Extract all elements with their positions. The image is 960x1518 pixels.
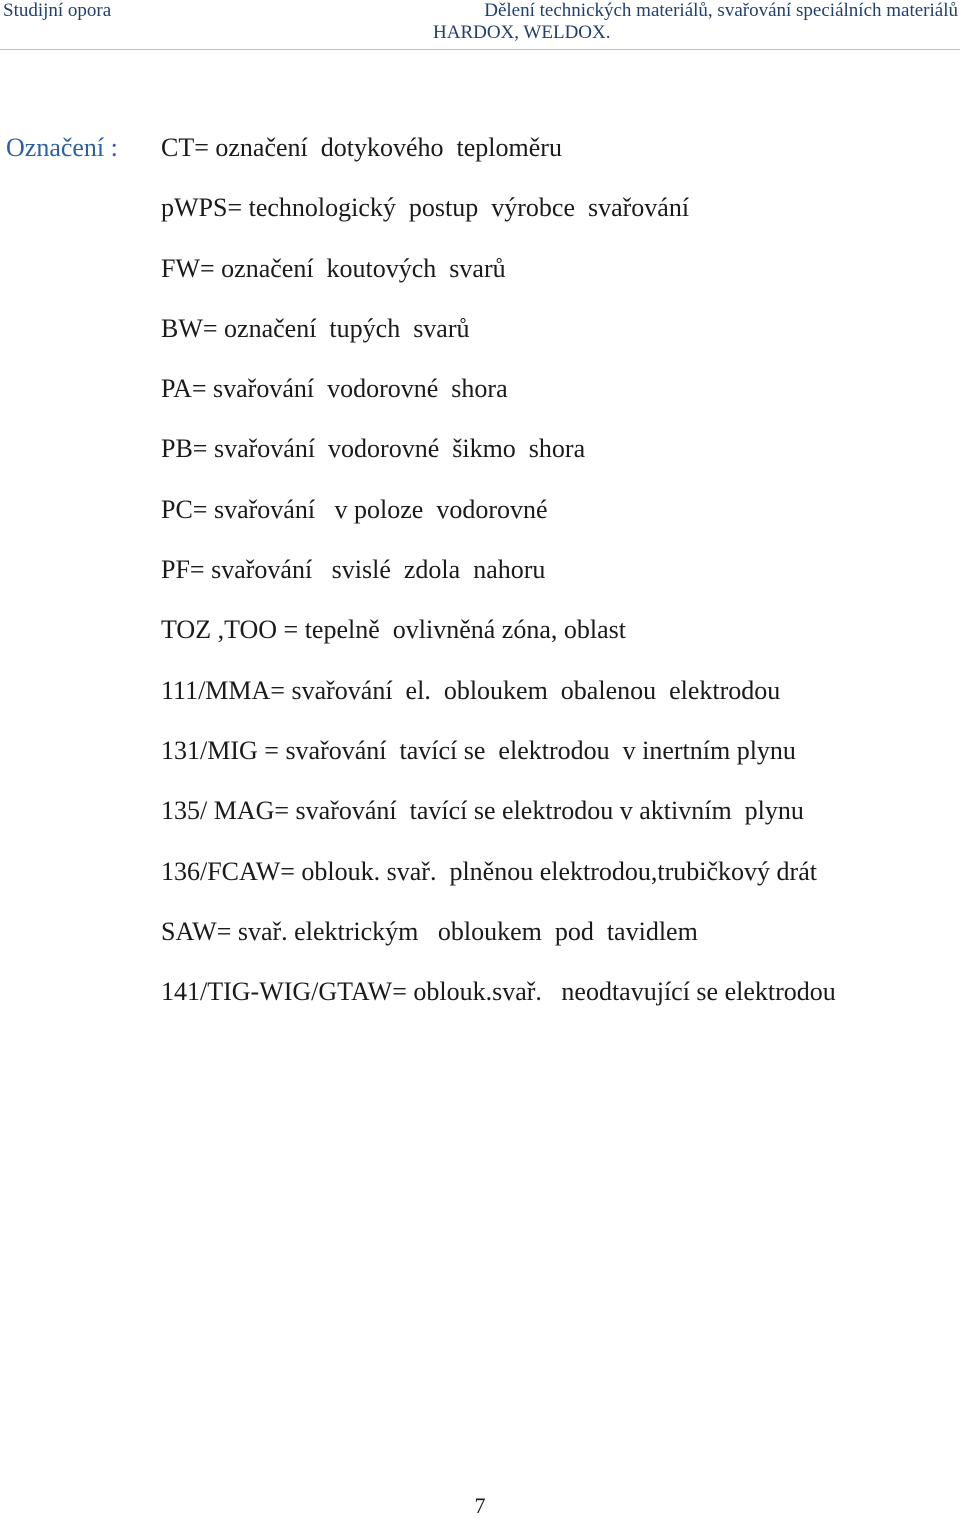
header-title: Dělení technických materiálů, svařování speciálních materiálů <box>484 0 958 21</box>
definition-item: SAW= svař. elektrickým obloukem pod tavidlem <box>161 916 698 946</box>
definition-item: PA= svařování vodorovné shora <box>161 374 508 404</box>
definition-item: PF= svařování svislé zdola nahoru <box>161 555 546 585</box>
definition-item: PB= svařování vodorovné šikmo shora <box>161 434 586 464</box>
definition-item: 135/ MAG= svařování tavící se elektrodou v aktivním plynu <box>161 796 804 826</box>
definition-item: 141/TIG-WIG/GTAW= oblouk.svař. neodtavující se elektrodou <box>161 977 836 1007</box>
header-subtitle: HARDOX, WELDOX. <box>433 22 611 43</box>
page-header <box>0 0 960 50</box>
definition-item: TOZ ,TOO = tepelně ovlivněná zóna, oblast <box>161 615 626 645</box>
header-divider <box>0 49 960 50</box>
definition-list <box>161 133 836 1037</box>
header-right <box>433 0 958 44</box>
header-left-text: Studijní opora <box>3 0 112 21</box>
definition-item: FW= označení koutových svarů <box>161 253 506 283</box>
definition-item: 111/MMA= svařování el. obloukem obalenou elektrodou <box>161 675 781 705</box>
definition-item: CT= označení dotykového teploměru <box>161 133 562 162</box>
definition-item: 136/FCAW= oblouk. svař. plněnou elektrodou,trubičkový drát <box>161 856 817 886</box>
definition-item: 131/MIG = svařování tavící se elektrodou v inertním plynu <box>161 735 796 765</box>
definition-item: pWPS= technologický postup výrobce svařování <box>161 193 690 223</box>
page-number: 7 <box>474 1493 486 1518</box>
definition-item: BW= označení tupých svarů <box>161 313 470 343</box>
definition-item: PC= svařování v poloze vodorovné <box>161 494 548 524</box>
section-label: Označení : <box>6 133 118 162</box>
